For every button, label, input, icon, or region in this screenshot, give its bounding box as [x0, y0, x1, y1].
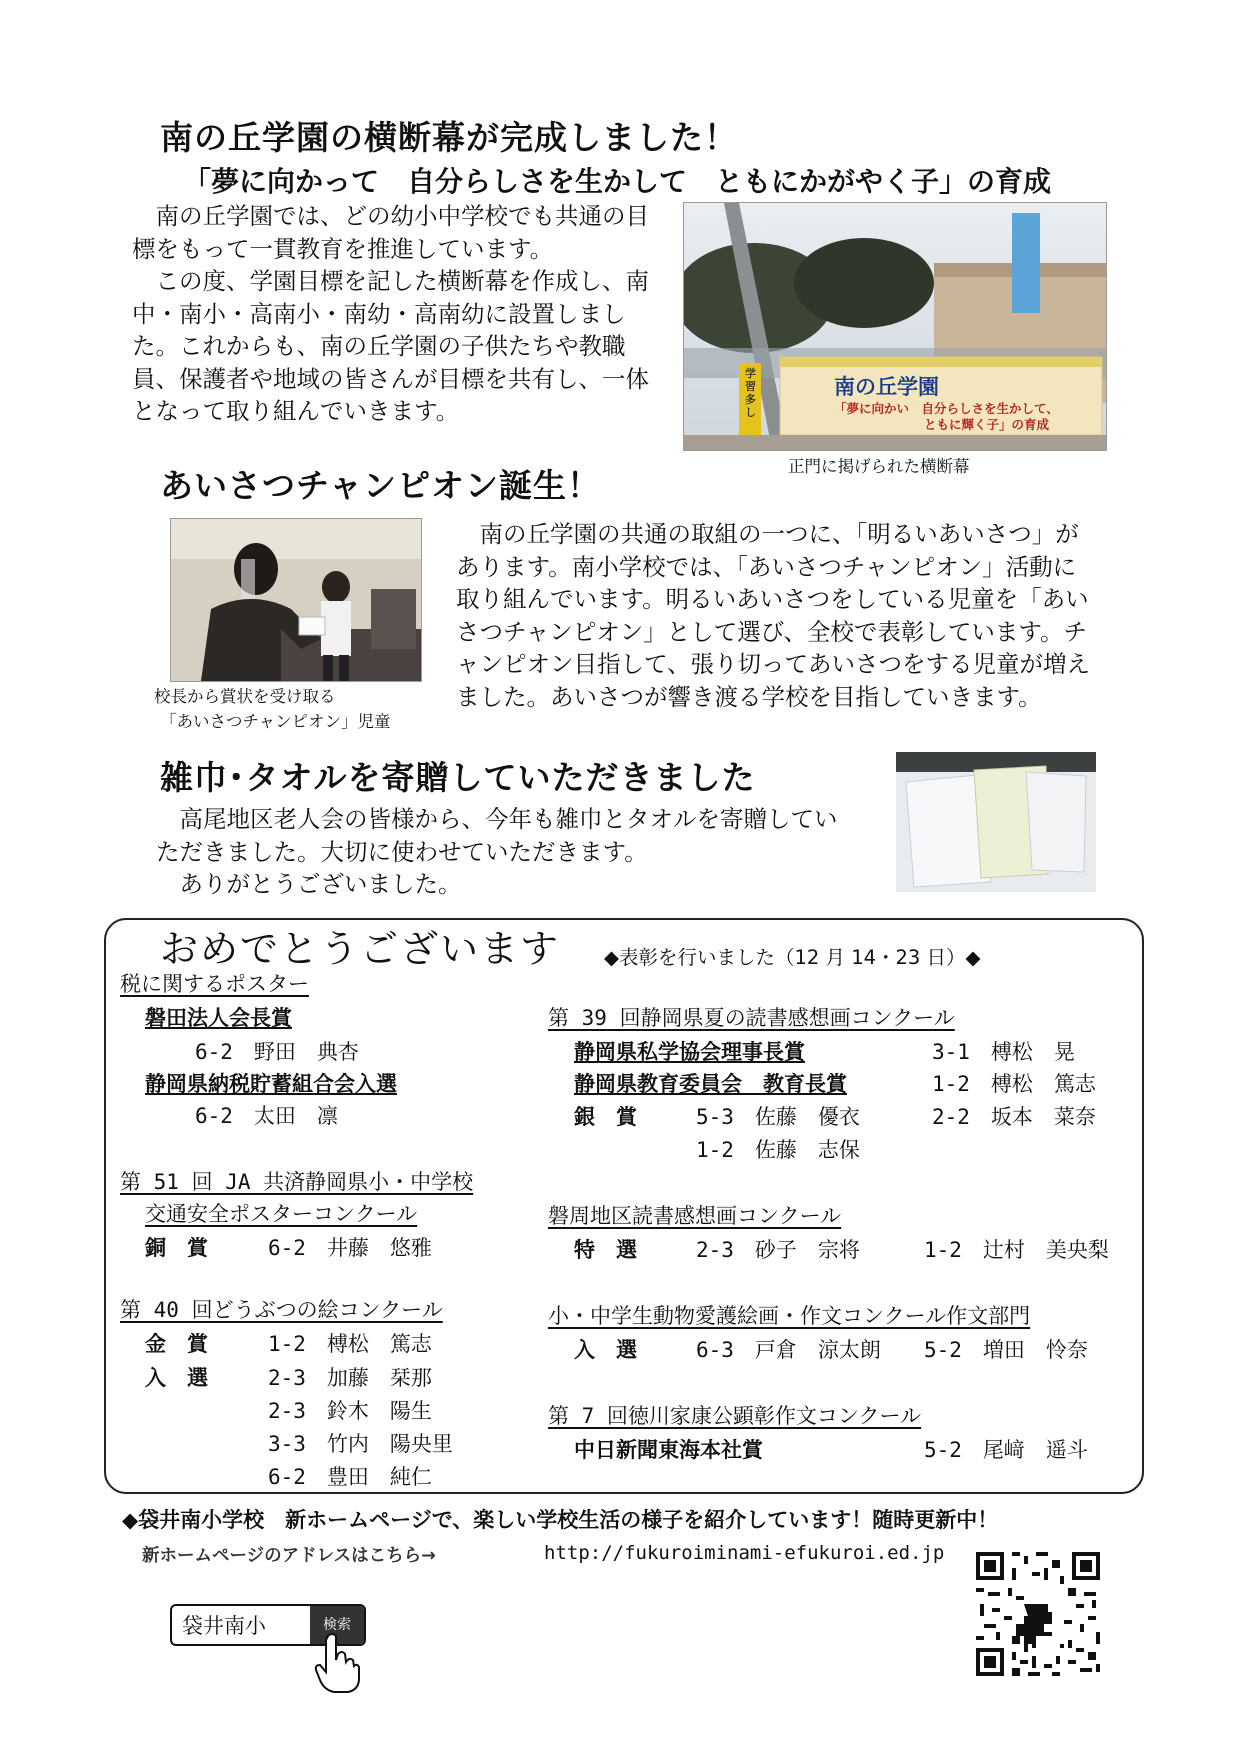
award-prize: 金 賞	[145, 1332, 208, 1356]
banner-photo-caption: 正門に掲げられた横断幕	[788, 457, 970, 476]
award-prize: 中日新聞東海本社賞	[574, 1438, 763, 1462]
banner-title: 南の丘学園の横断幕が完成しました！	[160, 118, 738, 157]
greeting-caption-line-2: 「あいさつチャンピオン」児童	[160, 712, 391, 731]
award-category: 第 51 回 JA 共済静岡県小・中学校	[120, 1170, 474, 1194]
towel-photo-drawing	[896, 752, 1096, 892]
award-category: 税に関するポスター	[120, 972, 309, 996]
award-entry: 2-3 鈴木 陽生	[268, 1399, 432, 1423]
greeting-paragraph: 南の丘学園の共通の取組の一つに、「明るいあいさつ」があります。南小学校では、「あいさつチャンピオン」活動に取り組んでいます。明るいあいさつをしている児童を「あいさつチャンピオン」として選び、全校で表彰しています。チャンピオン目指して、張り切ってあいさつをする児童が増えました。あいさつが響き渡る学校を目指していきます。	[456, 520, 1091, 711]
address-label: 新ホームページのアドレスはこちら→	[142, 1546, 436, 1566]
banner-paragraph-1: 南の丘学園では、どの幼小中学校でも共通の目標をもって一貫教育を推進しています。	[132, 202, 649, 263]
award-entry: 1-2 佐藤 志保	[696, 1138, 860, 1162]
banner-paragraph-2: この度、学園目標を記した横断幕を作成し、南中・南小・高南小・南幼・高南幼に設置しました。これからも、南の丘学園の子供たちや教職員、保護者や地域の皆さんが目標を共有し、一体となって取り組んでいきます。	[132, 267, 649, 425]
award-prize: 入 選	[145, 1366, 208, 1390]
award-entry: 5-2 尾﨑 遥斗	[924, 1438, 1088, 1462]
greeting-photo-drawing	[171, 519, 421, 681]
donation-title: 雑巾･タオルを寄贈していただきました	[160, 758, 756, 797]
banner-body	[132, 200, 652, 428]
award-entry: 1-2 榑松 篤志	[268, 1332, 432, 1356]
award-category: 第 40 回どうぶつの絵コンクール	[120, 1298, 443, 1322]
award-entry: 1-2 辻村 美央梨	[924, 1238, 1109, 1262]
award-entry: 1-2 榑松 篤志	[932, 1072, 1096, 1096]
banner-subtitle: 「夢に向かって 自分らしさを生かして ともにかがやく子」の育成	[183, 165, 1052, 198]
award-prize: 銀 賞	[574, 1105, 637, 1129]
award-entry: 6-2 太田 凛	[195, 1104, 338, 1128]
greeting-caption	[154, 684, 391, 734]
banner-photo-title: 南の丘学園	[834, 375, 939, 399]
award-entry: 2-2 坂本 菜奈	[932, 1105, 1096, 1129]
donation-paragraph-1: 高尾地区老人会の皆様から、今年も雑巾とタオルを寄贈していただきました。大切に使わせていただきます。	[156, 805, 838, 866]
homepage-url[interactable]: http://fukuroiminami-efukuroi.ed.jp	[544, 1542, 945, 1564]
award-entry: 3-3 竹内 陽央里	[268, 1432, 453, 1456]
award-category: 交通安全ポスターコンクール	[145, 1202, 418, 1226]
award-prize: 銅 賞	[145, 1236, 208, 1260]
award-category: 磐周地区読書感想画コンクール	[548, 1204, 842, 1228]
award-prize: 入 選	[574, 1338, 637, 1362]
greeting-body	[456, 518, 1096, 713]
award-entry: 2-3 砂子 宗将	[696, 1238, 860, 1262]
pointer-hand-icon	[314, 1632, 360, 1694]
greeting-caption-line-1: 校長から賞状を受け取る	[154, 687, 336, 706]
search-button[interactable]: 検索	[310, 1606, 364, 1644]
award-entry: 3-1 榑松 晃	[932, 1040, 1075, 1064]
award-prize: 磐田法人会長賞	[145, 1006, 292, 1030]
donation-body	[156, 803, 856, 901]
award-prize: 静岡県納税貯蓄組合会入選	[145, 1072, 397, 1096]
award-entry: 5-3 佐藤 優衣	[696, 1105, 860, 1129]
award-entry: 6-2 井藤 悠雅	[268, 1236, 432, 1260]
award-entry: 6-2 豊田 純仁	[268, 1465, 432, 1489]
award-prize: 静岡県教育委員会 教育長賞	[574, 1072, 847, 1096]
donation-paragraph-2: ありがとうございました。	[156, 870, 462, 898]
award-category: 小・中学生動物愛護絵画・作文コンクール作文部門	[548, 1304, 1031, 1328]
awards-title: おめでとうございます	[160, 927, 561, 971]
award-entry: 5-2 増田 怜奈	[924, 1338, 1088, 1362]
banner-photo-line1: 「夢に向かい 自分らしさを生かして、	[834, 401, 1059, 416]
award-category: 第 39 回静岡県夏の読書感想画コンクール	[548, 1006, 955, 1030]
gate-sign: 学習多し	[745, 367, 756, 419]
banner-photo-line2: ともに輝く子」の育成	[924, 417, 1050, 432]
greeting-photo	[170, 518, 422, 682]
award-entry: 2-3 加藤 栞那	[268, 1366, 432, 1390]
search-text: 袋井南小	[182, 1614, 266, 1638]
greeting-title: あいさつチャンピオン誕生！	[160, 466, 602, 505]
footer-headline: ◆袋井南小学校 新ホームページで、楽しい学校生活の様子を紹介しています！随時更新中！	[122, 1508, 999, 1532]
qr-code-icon	[972, 1548, 1104, 1680]
banner-photo	[683, 202, 1107, 451]
awards-note: ◆表彰を行いました（12 月 14・23 日）◆	[604, 946, 981, 969]
award-category: 第 7 回徳川家康公顕彰作文コンクール	[548, 1404, 922, 1428]
award-entry: 6-2 野田 典杏	[195, 1040, 359, 1064]
award-prize: 静岡県私学協会理事長賞	[574, 1040, 805, 1064]
award-prize: 特 選	[574, 1238, 637, 1262]
award-entry: 6-3 戸倉 涼太朗	[696, 1338, 881, 1362]
towel-photo	[896, 752, 1096, 892]
